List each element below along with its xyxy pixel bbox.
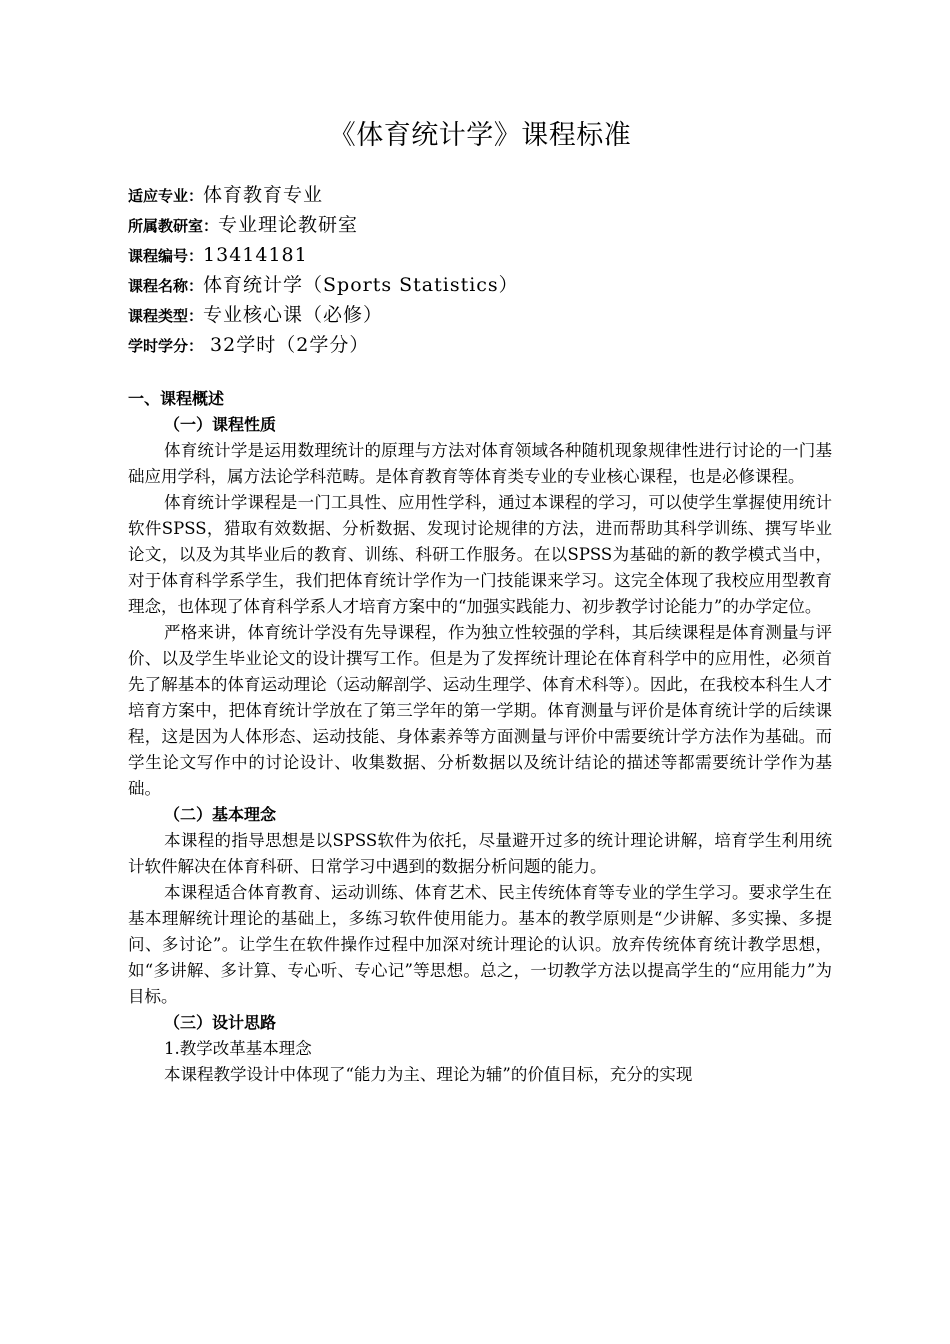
meta-department (128, 210, 832, 240)
paragraph: 体育统计学课程是一门工具性、应用性学科，通过本课程的学习，可以使学生掌握使用统计软件SPSS，猎取有效数据、分析数据、发现讨论规律的方法，进而帮助其科学训练、撰写毕业论文，以及为其毕业后的教育、训练、科研工作服务。在以SPSS为基础的新的教学模式当中，对于体育科学系学生，我们把体育统计学作为一门技能课来学习。这完全体现了我校应用型教育理念，也体现了体育科学系人才培育方案中的“加强实践能力、初步教学讨论能力”的办学定位。 (128, 493, 832, 616)
course-meta (128, 180, 832, 360)
section-heading: 一、课程概述 (128, 389, 225, 408)
meta-value: 体育教育专业 (203, 184, 324, 206)
meta-label: 学时学分： (128, 337, 204, 355)
meta-label: 课程编号： (128, 247, 204, 265)
meta-value: 专业核心课（必修） (203, 304, 384, 326)
meta-course-code (128, 240, 832, 270)
meta-credits (128, 330, 832, 360)
spacer (128, 360, 832, 386)
document-title: 《体育统计学》课程标准 (328, 120, 632, 151)
meta-value: 专业理论教研室 (218, 214, 359, 236)
subsection-heading: （二）基本理念 (164, 805, 277, 824)
meta-value: 13414181 (203, 244, 308, 266)
paragraph: 本课程适合体育教育、运动训练、体育艺术、民主传统体育等专业的学生学习。要求学生在基本理解统计理论的基础上，多练习软件使用能力。基本的教学原则是“少讲解、多实操、多提问、多讨论”。让学生在软件操作过程中加深对统计理论的认识。放弃传统体育统计教学思想，如“多讲解、多计算、专心听、专心记”等思想。总之，一切教学方法以提高学生的“应用能力”为目标。 (128, 883, 832, 1006)
meta-label: 课程名称： (128, 277, 204, 295)
paragraph: 严格来讲，体育统计学没有先导课程，作为独立性较强的学科，其后续课程是体育测量与评价、以及学生毕业论文的设计撰写工作。但是为了发挥统计理论在体育科学中的应用性，必须首先了解基本的体育运动理论（运动解剖学、运动生理学、体育术科等）。因此，在我校本科生人才培育方案中，把体育统计学放在了第三学年的第一学期。体育测量与评价是体育统计学的后续课程，这是因为人体形态、运动技能、身体素养等方面测量与评价中需要统计学方法作为基础。而学生论文写作中的讨论设计、收集数据、分析数据以及统计结论的描述等都需要统计学作为基础。 (128, 623, 832, 798)
meta-label: 适应专业： (128, 187, 204, 205)
paragraph: 本课程教学设计中体现了“能力为主、理论为辅”的价值目标，充分的实现 (164, 1065, 693, 1084)
list-item-heading: 1.教学改革基本理念 (164, 1039, 312, 1058)
meta-value: 体育统计学（Sports Statistics） (203, 274, 519, 296)
meta-label: 所属教研室： (128, 217, 219, 235)
meta-course-name (128, 270, 832, 300)
meta-label: 课程类型： (128, 307, 204, 325)
subsection-heading: （一）课程性质 (164, 415, 277, 434)
meta-course-type (128, 300, 832, 330)
meta-value: 32学时（2学分） (203, 334, 370, 356)
subsection-heading: （三）设计思路 (164, 1013, 277, 1032)
document-page (128, 112, 832, 1088)
paragraph: 体育统计学是运用数理统计的原理与方法对体育领域各种随机现象规律性进行讨论的一门基础应用学科，属方法论学科范畴。是体育教育等体育类专业的专业核心课程，也是必修课程。 (128, 441, 832, 486)
meta-major (128, 180, 832, 210)
paragraph: 本课程的指导思想是以SPSS软件为依托，尽量避开过多的统计理论讲解，培育学生利用统计软件解决在体育科研、日常学习中遇到的数据分析问题的能力。 (128, 831, 832, 876)
